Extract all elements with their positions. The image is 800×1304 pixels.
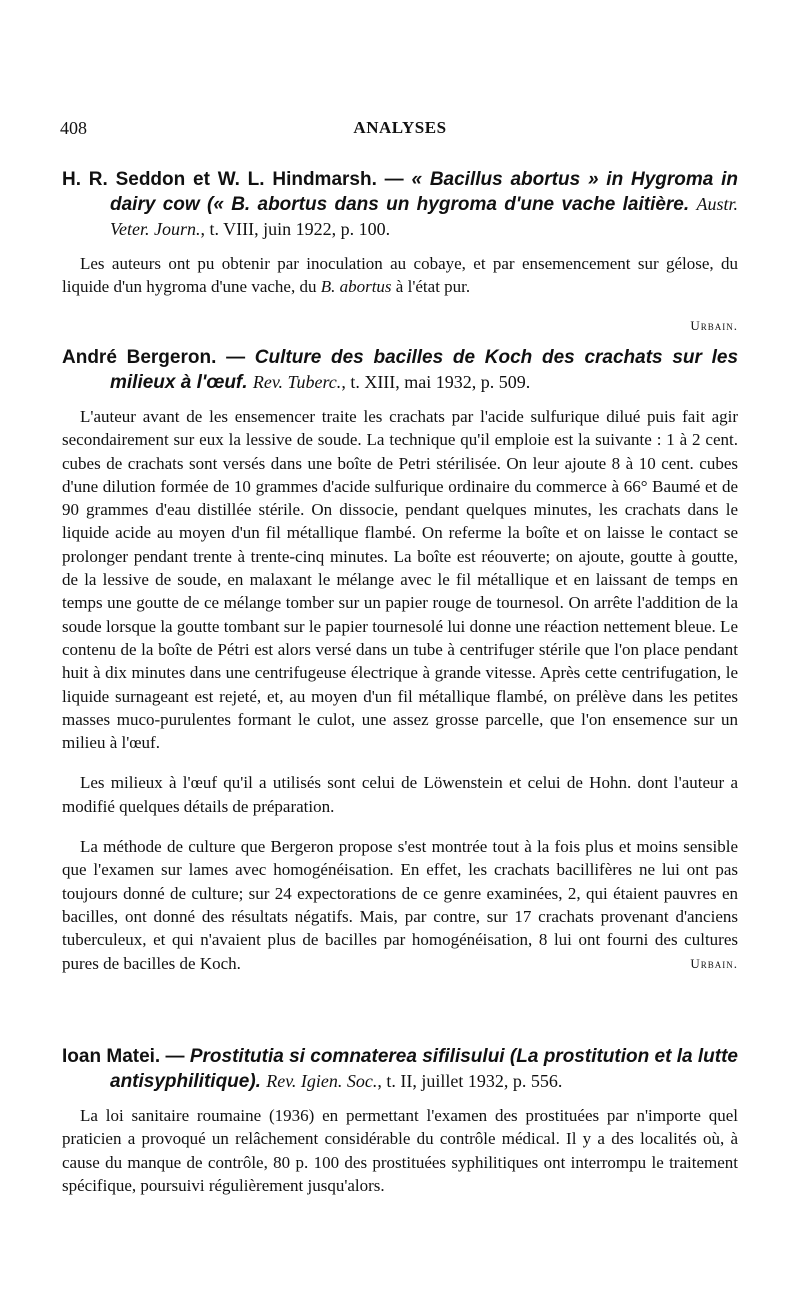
entry-title: Prostitutia si comnaterea sifilisului (La prostitution et la lutte antisyphilitique). [110,1046,738,1092]
entry-dash: — [376,169,412,190]
review-entry [62,168,738,336]
entry-journal: Rev. Tuberc. [252,372,342,392]
reviewer-signature: Urbain. [690,317,738,333]
page-header [60,118,740,144]
running-head: ANALYSES [353,118,447,137]
entry-dash: — [160,1046,190,1067]
entry-dash: — [216,347,255,368]
entry-heading [62,1045,738,1094]
entry-heading [62,168,738,242]
entry-authors: Ioan Matei. [62,1046,161,1067]
entry-title: Culture des bacilles de Koch des crachats sur les milieux à l'œuf. [110,347,739,393]
entry-paragraph: Les milieux à l'œuf qu'il a utilisés sont celui de Löwenstein et celui de Hohn. dont l'auteur a modifié quelques détails de préparation. [62,773,738,816]
entry-paragraph: L'auteur avant de les ensemencer traite les crachats par l'acide sulfurique dilué puis fait agir secondairement sur eux la lessive de soude. La technique qu'il emploie est la suivante : 1 à 2 cent. cubes de crachats sont versés dans une boîte de Petri stérilisée. On leur ajoute 8 à 10 cent. cubes d'une dilution formée de 10 grammes d'acide sulfurique ordinaire du commerce à 66° Baumé et de 90 grammes d'eau distillée stérile. On dissocie, pendant quelques minutes, les crachats dans le liquide acide au moyen d'un fil métallique flambé. On referme la boîte et on laisse le contact se prolonger pendant trente à trente-cinq minutes. La boîte est réouverte; on ajoute, goutte à goutte, de la lessive de soude, en malaxant le mélange avec le fil métallique et en laissant de temps en temps une goutte de ce mélange tomber sur un papier rouge de tournesol. On arrête l'addition de la soude lorsque la goutte tombant sur le papier tournesolé lui donne une réaction nettement bleue. Le contenu de la boîte de Pétri est alors versé dans un tube à centrifuger stérile que l'on place pendant huit à dix minutes dans une centrifugeuse électrique à grande vitesse. Après cette centrifugation, le liquide surnageant est rejeté, et, au moyen d'un fil métallique flambé, on prélève dans les petites masses muco-purulentes formant le culot, une assez grosse parcelle, que l'on ensemence sur un milieu à l'œuf. [62,407,738,753]
review-entry [62,346,738,992]
entry-authors: H. R. Seddon et W. L. Hindmarsh. [62,169,377,190]
reviewer-signature: Urbain. [690,955,738,971]
species-name: B. abortus [320,277,392,297]
entry-heading [62,346,738,395]
entry-details: , t. VIII, juin 1922, p. 100. [200,219,391,239]
entry-journal: Austr. Veter. Journ. [110,194,738,239]
entry-paragraph: La méthode de culture que Bergeron propose s'est montrée tout à la fois plus et moins sensible que l'examen sur lames avec homogénéisation. En effet, les crachats bacillifères ne lui ont pas toujours donné de culture; sur 24 expectorations de ce genre examinées, 2, qui étaient pauvres en bacilles, ont donné des résultats négatifs. Mais, par contre, sur 17 crachats provenant d'anciens tuberculeux, et qui n'avaient plus de bacilles par homogénéisation, 8 lui ont fourni des cultures pures de bacilles de Koch. Urbain. [62,835,738,975]
entry-details: , t. XIII, mai 1932, p. 509. [341,372,531,392]
entry-details: , t. II, juillet 1932, p. 556. [377,1071,563,1091]
page-number: 408 [60,118,87,138]
entry-authors: André Bergeron. [62,347,217,368]
entry-title: « Bacillus abortus » in Hygroma in dairy cow (« B. abortus dans un hygroma d'une vache laitière. [110,169,739,215]
entry-paragraph: Les auteurs ont pu obtenir par inoculation au cobaye, et par ensemencement sur gélose, du liquide d'un hygroma d'une vache, du B. abortus à l'état pur. [62,254,738,297]
review-entry [62,1045,738,1214]
entry-paragraph: La loi sanitaire roumaine (1936) en permettant l'examen des prostituées par n'importe quel praticien a provoqué un relâchement considérable du contrôle médical. Il y a des localités où, à cause du manque de contrôle, 80 p. 100 des prostituées syphilitiques ont interrompu le traitement spécifique, poursuivi régulièrement jusqu'alors. [62,1106,738,1195]
entry-journal: Rev. Igien. Soc. [266,1071,378,1091]
